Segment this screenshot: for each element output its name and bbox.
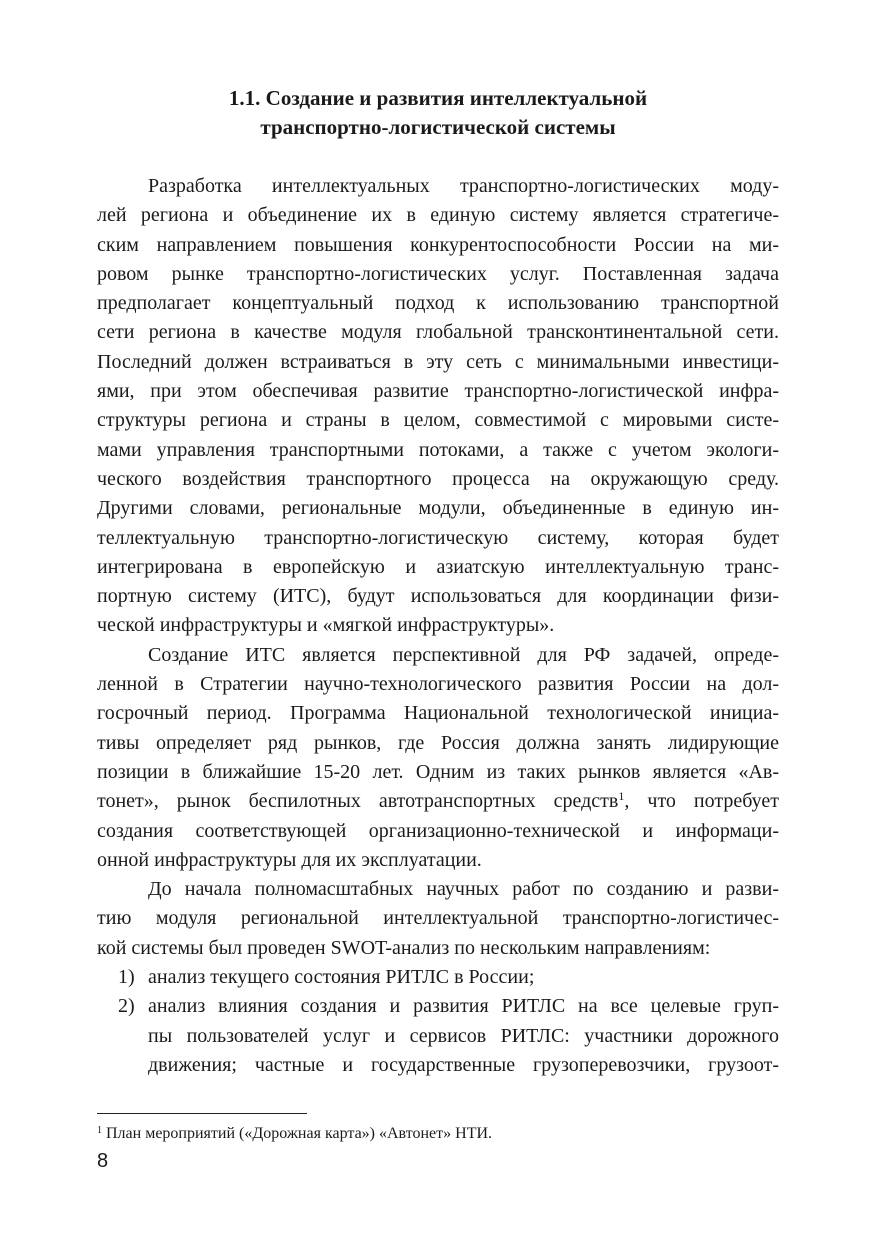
text-line: ями, при этом обеспечивая развитие транспортно-логистической инфра- — [97, 380, 779, 403]
footnote-mark: 1 — [97, 1125, 102, 1136]
footnote-divider — [97, 1113, 307, 1114]
text-line: ческого воздействия транспортного процесса на окружающую среду. — [97, 467, 779, 490]
paragraph — [97, 641, 779, 875]
text-line — [97, 787, 779, 816]
text-line: Последний должен встраиваться в эту сеть с минимальными инвестици- — [97, 350, 779, 373]
footnote — [97, 1124, 492, 1144]
text-line: создания соответствующей организационно-технической и информаци- — [97, 819, 779, 842]
page-number: 8 — [97, 1150, 109, 1172]
text-line: тию модуля региональной интеллектуальной транспортно-логистичес- — [97, 907, 779, 930]
text-line: ленной в Стратегии научно-технологического развития России на дол- — [97, 673, 779, 696]
paragraph — [97, 875, 779, 963]
text-line: теллектуальную транспортно-логистическую систему, которая будет — [97, 526, 779, 549]
text-line: Разработка интеллектуальных транспортно-логистических моду- — [148, 175, 779, 197]
text-line: портную систему (ИТС), будут использоваться для координации физи- — [97, 585, 779, 608]
paragraph — [97, 172, 779, 641]
text-line: лей региона и объединение их в единую систему является стратегиче- — [97, 204, 779, 227]
text-line: пы пользователей услуг и сервисов РИТЛС: участники дорожного — [148, 1024, 779, 1047]
text-line: ровом рынке транспортно-логистических услуг. Поставленная задача — [97, 262, 779, 285]
list-item — [97, 963, 779, 992]
text-line: ским направлением повышения конкурентоспособности России на ми- — [97, 233, 779, 256]
heading-line: транспортно-логистической системы — [260, 115, 616, 140]
text-line: позиции в ближайшие 15-20 лет. Одним из таких рынков является «Ав- — [97, 760, 779, 783]
text-line: тивы определяет ряд рынков, где Россия должна занять лидирующие — [97, 731, 779, 754]
text-line: анализ влияния создания и развития РИТЛС на все целевые груп- — [148, 995, 779, 1018]
body-text — [97, 172, 779, 1080]
text-line: госрочный период. Программа Национальной технологической инициа- — [97, 702, 779, 725]
text-segment: , что потребует — [624, 790, 779, 813]
list-item — [97, 992, 779, 1080]
text-line: кой системы был проведен SWOT-анализ по нескольким направлениям: — [97, 936, 711, 959]
list-number: 2) — [118, 995, 135, 1018]
text-line: ческой инфраструктуры и «мягкой инфраструктуры». — [97, 614, 555, 637]
footnote-text: План мероприятий («Дорожная карта») «Автонет» НТИ. — [102, 1125, 493, 1142]
footnote-reference: 1 — [618, 789, 625, 804]
text-line: Другими словами, региональные модули, объединенные в единую ин- — [97, 497, 779, 520]
text-line: мами управления транспортными потоками, а также с учетом экологи- — [97, 438, 779, 461]
text-segment: тонет», рынок беспилотных автотранспортных средств — [97, 790, 619, 813]
text-line: анализ текущего состояния РИТЛС в России; — [148, 966, 535, 989]
text-line: онной инфраструктуры для их эксплуатации. — [97, 848, 482, 871]
heading-line: 1.1. Создание и развития интеллектуальной — [228, 86, 648, 110]
text-line: До начала полномасштабных научных работ по созданию и разви- — [148, 878, 779, 901]
text-line: интегрирована в европейскую и азиатскую интеллектуальную транс- — [97, 555, 779, 578]
text-line: сети региона в качестве модуля глобальной трансконтинентальной сети. — [97, 321, 779, 344]
section-heading — [0, 84, 876, 143]
text-line: Создание ИТС является перспективной для РФ задачей, опреде- — [148, 643, 779, 666]
text-line: предполагает концептуальный подход к использованию транспортной — [97, 292, 779, 315]
list-number: 1) — [118, 966, 135, 989]
text-line: движения; частные и государственные грузоперевозчики, грузоот- — [148, 1053, 779, 1076]
text-line: структуры региона и страны в целом, совместимой с мировыми систе- — [97, 409, 779, 432]
